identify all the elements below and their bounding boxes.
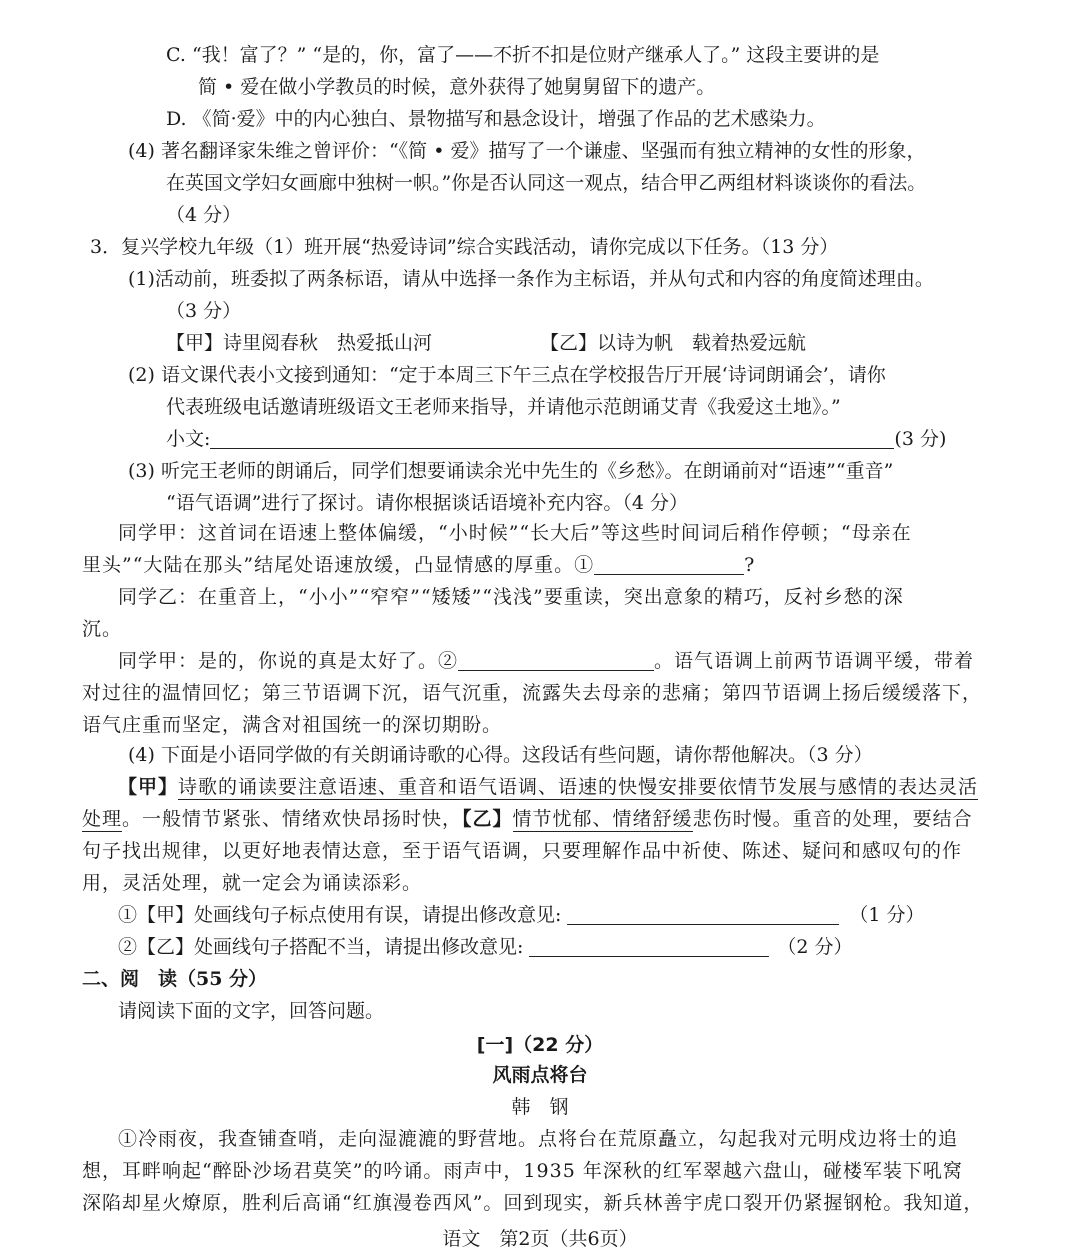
underline-jia-part2: 处理 xyxy=(82,808,123,830)
para1-line2: 想，耳畔响起“醉卧沙场君莫笑”的吟诵。雨声中，1935 年深秋的红军翠越六盘山，碰楼军装下吼窝 xyxy=(82,1160,963,1182)
answer-blank-fix1[interactable] xyxy=(567,904,839,925)
article-title: 风雨点将台 xyxy=(492,1064,588,1086)
answer-blank-xiaowen[interactable] xyxy=(210,428,894,449)
para1-line3: 深陷却星火燎原，胜利后高诵“红旗漫卷西风”。回到现实，新兵林善宇虎口裂开仍紧握钢枪。我知道， xyxy=(82,1192,984,1214)
underline-jia-part1: 诗歌的诵读要注意语速、重音和语气语调、语速的快慢安排要依情节发展与感情的表达灵活 xyxy=(178,776,979,798)
dialog-jia1-line2 xyxy=(82,552,755,578)
option-c-line2: 简 • 爱在做小学教员的时候，意外获得了她舅舅留下的遗产。 xyxy=(198,76,716,98)
fix1-score: （1 分） xyxy=(849,904,925,926)
section2-title: 二、阅 读（55 分） xyxy=(82,968,268,990)
q3-3-line2: “语气语调”进行了探讨。请你根据谈话语境补充内容。（4 分） xyxy=(166,492,689,514)
essay-mid: 。一般情节紧张、情绪欢快昂扬时快， xyxy=(122,808,463,830)
answer-blank-2[interactable] xyxy=(458,650,654,671)
page-footer: 语文 第2页（共6页） xyxy=(442,1228,638,1250)
q2-4-score: （4 分） xyxy=(166,204,242,226)
q2-4-line2: 在英国文学妇女画廊中独树一帜。”你是否认同这一观点，结合甲乙两组材料谈谈你的看法。 xyxy=(166,172,927,194)
dialog-jia2-line2: 对过往的温情回忆；第三节语调下沉，语气沉重，流露失去母亲的悲痛；第四节语调上扬后缓缓落下， xyxy=(82,682,983,704)
fix2-text: ②【乙】处画线句子搭配不当，请提出修改意见: xyxy=(118,936,524,958)
answer-blank-fix2[interactable] xyxy=(529,936,769,957)
mark-jia: 【甲】 xyxy=(118,776,179,798)
q3-3-line1: (3) 听完王老师的朗诵后，同学们想要诵读余光中先生的《乡愁》。在朗诵前对“语速”“重音” xyxy=(128,460,894,482)
fix2-row xyxy=(118,934,853,960)
option-d-line: D. 《简·爱》中的内心独白、景物描写和悬念设计，增强了作品的艺术感染力。 xyxy=(166,108,826,130)
dialog-yi-line1: 同学乙：在重音上，“小小”“窄窄”“矮矮”“浅浅”要重读，突出意象的精巧，反衬乡愁的深 xyxy=(118,586,904,608)
dialog-jia1-text: 里头”“大陆在那头”结尾处语速放缓，凸显情感的厚重。① xyxy=(82,554,595,576)
dialog-jia2-line3: 语气庄重而坚定，满含对祖国统一的深切期盼。 xyxy=(82,714,503,736)
fix2-score: （2 分） xyxy=(777,936,853,958)
slogan-yi: 【乙】以诗为帆 载着热爱远航 xyxy=(540,332,807,354)
essay-line3: 句子找出规律，以更好地表情达意，至于语气语调，只要理解作品中祈使、陈述、疑问和感叹句的作 xyxy=(82,840,963,862)
q3-2-line2: 代表班级电话邀请班级语文王老师来指导，并请他示范朗诵艾青《我爱这土地》。” xyxy=(166,396,841,418)
answer-blank-1[interactable] xyxy=(594,554,744,575)
q3-1-score: （3 分） xyxy=(166,300,242,322)
mark-yi: 【乙】 xyxy=(462,808,513,830)
q3-1-line1: (1)活动前，班委拟了两条标语，请从中选择一条作为主标语，并从句式和内容的角度简述理由。 xyxy=(128,268,934,290)
part-label: [一]（22 分） xyxy=(476,1034,604,1056)
section2-instruction: 请阅读下面的文字，回答问题。 xyxy=(118,1000,385,1022)
underline-yi: 情节忧郁、情绪舒缓 xyxy=(512,808,693,830)
essay-line4: 用，灵活处理，就一定会为诵读添彩。 xyxy=(82,872,423,894)
dialog-jia2-line1 xyxy=(118,648,974,674)
dialog-yi-line2: 沉。 xyxy=(82,618,123,640)
fix1-row xyxy=(118,902,925,928)
option-c-line1: C. “我！富了？” “是的，你，富了——不折不扣是位财产继承人了。” 这段主要讲的是 xyxy=(166,44,880,66)
essay-line2 xyxy=(82,806,973,832)
dialog-jia1-end: ? xyxy=(744,554,756,576)
essay-line1 xyxy=(118,774,978,800)
answer-label-xiaowen: 小文: xyxy=(166,428,211,450)
q3-4-line1: (4) 下面是小语同学做的有关朗诵诗歌的心得。这段话有些问题，请你帮他解决。（3 分） xyxy=(128,744,873,766)
dialog-jia2-end: 。语气语调上前两节语调平缓，带着 xyxy=(654,650,975,672)
fix1-text: ①【甲】处画线句子标点使用有误，请提出修改意见: xyxy=(118,904,562,926)
essay-after-yi: 悲伤时慢。重音的处理，要结合 xyxy=(692,808,973,830)
q3-2-line1: (2) 语文课代表小文接到通知：“定于本周三下午三点在学校报告厅开展‘诗词朗诵会’，请你 xyxy=(128,364,886,386)
dialog-jia1-line1: 同学甲：这首词在语速上整体偏缓，“小时候”“长大后”等这些时间词后稍作停顿；“母亲在 xyxy=(118,522,912,544)
dialog-jia2-text: 同学甲：是的，你说的真是太好了。② xyxy=(118,650,459,672)
para1-line1: ①冷雨夜，我查铺查哨，走向湿漉漉的野营地。点将台在荒原矗立，勾起我对元明戍边将士的追 xyxy=(118,1128,959,1150)
slogan-jia: 【甲】诗里阅春秋 热爱抵山河 xyxy=(166,332,433,354)
q2-4-line1: (4) 著名翻译家朱维之曾评价：“《简 • 爱》描写了一个谦虚、坚强而有独立精神的女性的形象， xyxy=(128,140,926,162)
q3-2-answer-row xyxy=(166,426,946,452)
q3-2-score: (3 分) xyxy=(894,428,947,450)
article-author: 韩 钢 xyxy=(511,1096,569,1118)
q3-title: 3．复兴学校九年级（1）班开展“热爱诗词”综合实践活动，请你完成以下任务。（13 分） xyxy=(90,236,839,258)
